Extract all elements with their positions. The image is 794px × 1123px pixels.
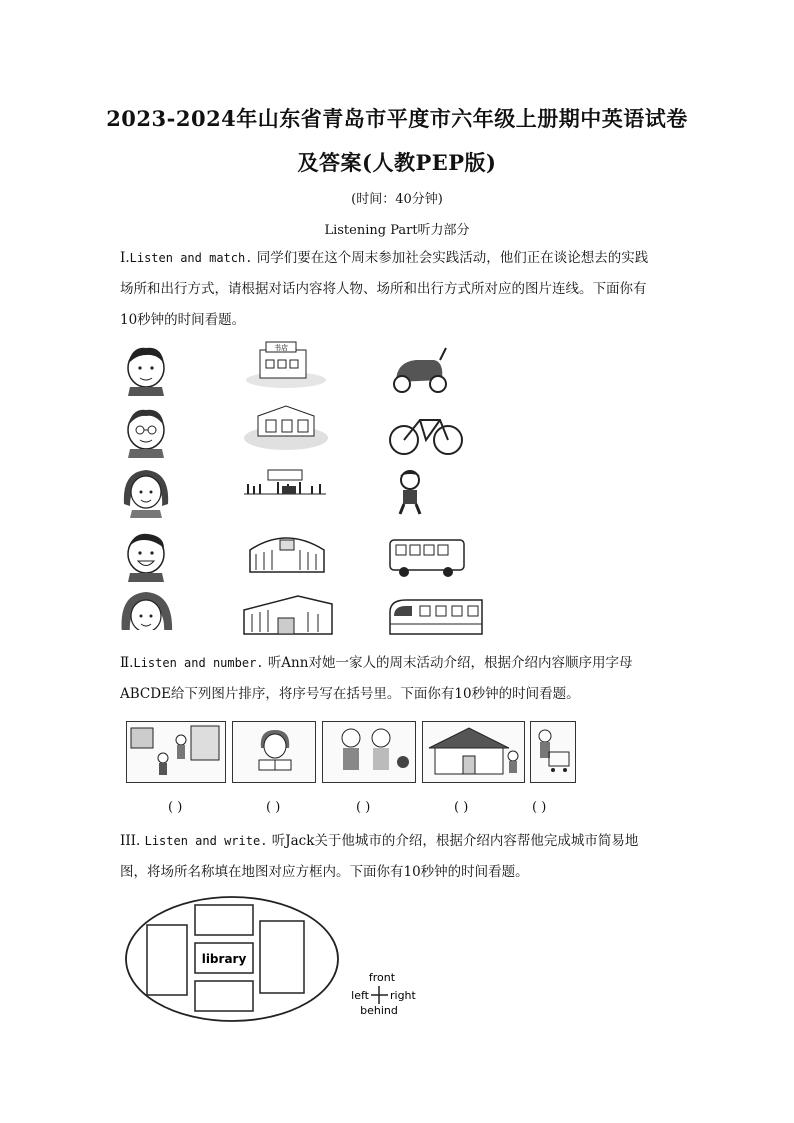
people-column <box>118 340 178 630</box>
person-girl-short-hair <box>124 470 168 518</box>
place-farm <box>244 470 326 494</box>
place-train-station <box>244 596 332 634</box>
house-illustration <box>423 722 523 781</box>
section1-english: Listen and match. <box>129 251 253 265</box>
section2-label: Ⅱ. <box>120 655 134 671</box>
document-title-line1: 2023-2024年山东省青岛市平度市六年级上册期中英语试卷 <box>106 106 688 131</box>
place-bookstore <box>246 342 326 388</box>
transport-column <box>382 340 492 640</box>
section2-english: Listen and number. <box>133 656 264 670</box>
section3-instructions: III. Listen and write. 听Jack关于他城市的介绍，根据介绍内容帮他完成城市简易地 图，将场所名称填在地图对应方框内。下面你有10秒钟的时间看题。 <box>120 833 639 880</box>
picture-shopping-cart <box>530 721 576 783</box>
blank-5[interactable]: ( ) <box>532 800 547 815</box>
person-boy-short-hair <box>128 348 164 396</box>
map-box-front[interactable] <box>195 905 253 935</box>
blank-3[interactable]: ( ) <box>356 800 371 815</box>
reading-illustration <box>233 722 314 781</box>
document-title-line2: 及答案(人教PEP版) <box>297 150 497 175</box>
map-box-right[interactable] <box>260 921 304 993</box>
place-library <box>250 538 324 572</box>
map-box-left[interactable] <box>147 925 187 995</box>
blank-2[interactable]: ( ) <box>266 800 281 815</box>
transport-train <box>390 600 482 634</box>
transport-bike <box>390 420 462 454</box>
bookstore-sign: 书店 <box>274 344 288 352</box>
blank-1[interactable]: ( ) <box>168 800 183 815</box>
place-museum <box>244 406 328 450</box>
picture-shopping-in-store <box>126 721 226 783</box>
compass-front: front <box>368 971 396 984</box>
person-boy-with-glasses <box>128 410 164 458</box>
picture-reading-books <box>232 721 316 783</box>
section2-instructions: Ⅱ.Listen and number. 听Ann对她一家人的周末活动介绍，根据介绍内容顺序用字母 ABCDE给下列图片排序，将序号写在括号里。下面你有10秒钟的时间看题。 <box>120 655 633 702</box>
map-library-label: library <box>201 952 247 966</box>
city-map <box>122 893 432 1025</box>
compass-left: left <box>351 989 369 1002</box>
shopping-store-illustration <box>127 722 224 781</box>
section3-english: Listen and write. <box>144 834 268 848</box>
picture-meeting-friends <box>322 721 416 783</box>
time-note: (时间：40分钟) <box>351 192 443 207</box>
transport-walk <box>400 471 420 514</box>
transport-scooter <box>394 348 446 392</box>
map-box-behind[interactable] <box>195 981 253 1011</box>
places-column <box>238 336 338 636</box>
picture-visiting-grandparents-house <box>422 721 525 783</box>
compass <box>351 971 416 1017</box>
part-heading: Listening Part听力部分 <box>324 223 470 238</box>
section1-instructions: Ⅰ.Listen and match. 同学们要在这个周末参加社会实践活动，他们正在谈论想去的实践 场所和出行方式，请根据对话内容将人物、场所和出行方式所对应的图片连线。下面你有 10秒钟的时间看题。 <box>120 250 649 328</box>
cart-illustration <box>531 722 574 781</box>
friends-illustration <box>323 722 414 781</box>
section3-label: III. <box>120 833 141 849</box>
compass-right: right <box>390 989 416 1002</box>
blank-4[interactable]: ( ) <box>454 800 469 815</box>
compass-behind: behind <box>360 1004 398 1017</box>
section1-label: Ⅰ. <box>120 250 130 266</box>
person-boy-smiling <box>128 534 164 582</box>
transport-bus <box>390 540 464 577</box>
person-girl-long-hair <box>122 592 173 630</box>
